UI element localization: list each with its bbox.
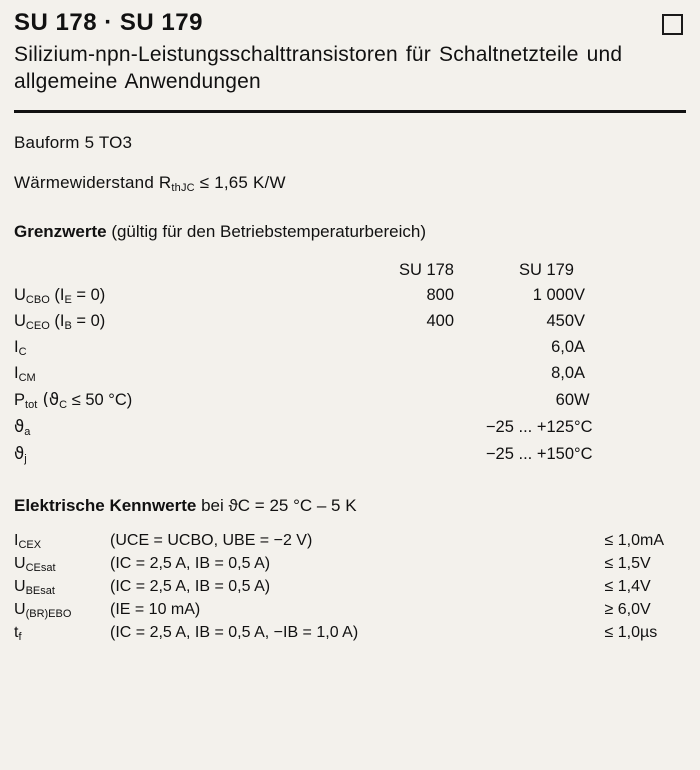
table-row: [14, 335, 686, 361]
limits-row-2-label: $I_C$: [14, 338, 27, 359]
limits-row-3-value: 8,0: [551, 364, 574, 383]
limits-row-2-unit: A: [574, 338, 586, 357]
chars-row-4-value: ≤ 1,0: [604, 624, 640, 642]
chars-row-1-unit: V: [640, 555, 651, 573]
table-row: [14, 599, 686, 622]
limits-row-6-value: −25 ... +150: [485, 445, 574, 464]
limits-row-0-a: 800: [426, 286, 454, 305]
table-row: [14, 414, 686, 441]
package-line: Bauform 5 TO3: [14, 133, 133, 153]
chars-row-3-value: ≥ 6,0: [604, 601, 640, 619]
characteristics-table: [14, 530, 686, 645]
table-row: [14, 576, 686, 599]
limits-row-0-b: 1 000: [532, 286, 574, 305]
thermal-subscript: thJC: [171, 182, 195, 195]
limits-heading-bold: Grenzwerte: [14, 222, 107, 242]
chars-row-3-unit: V: [640, 601, 651, 619]
limits-heading-rest: (gültig für den Betriebstemperaturbereich): [106, 222, 426, 242]
chars-row-4-condition: (IC = 2,5 A, IB = 0,5 A, −IB = 1,0 A): [110, 624, 359, 642]
chars-row-1-symbol: $U_{CEsat}$: [14, 555, 56, 575]
limits-row-3-label: $I_{CM}$: [14, 364, 36, 385]
title-row: [14, 10, 686, 36]
chars-row-0-condition: (UCE = UCBO, UBE = −2 V): [110, 532, 313, 550]
page-subtitle: Silizium-npn-Leistungsschalttransistoren für Schaltnetzteile und allgemeine Anwendungen: [14, 43, 623, 94]
chars-row-3-condition: (IE = 10 mA): [110, 601, 201, 619]
page-title: SU 178 · SU 179: [14, 9, 203, 36]
thermal-suffix: ≤ 1,65 K/W: [194, 173, 286, 193]
limits-row-4-unit: W: [574, 391, 590, 410]
table-row: [14, 622, 686, 645]
table-row: [14, 553, 686, 576]
limits-row-5-unit: °C: [574, 418, 593, 437]
table-row: [14, 309, 686, 335]
table-row: [14, 283, 686, 309]
chars-row-0-symbol: $I_{CEX}$: [14, 532, 42, 552]
limits-col-empty: [14, 258, 314, 283]
chars-row-4-symbol: $t_f$: [14, 624, 22, 644]
limits-row-4-value: 60: [555, 391, 574, 410]
square-outline-icon: [662, 14, 683, 35]
characteristics-heading: [14, 496, 686, 516]
limits-row-6-label: $ϑ_j$: [14, 444, 27, 466]
chars-row-2-unit: V: [640, 578, 651, 596]
limits-row-1-b: 450: [546, 312, 574, 331]
chars-row-0-value: ≤ 1,0: [604, 532, 640, 550]
limits-row-0-label: $U_{CBO}$ $(I_E = 0)$: [14, 286, 106, 307]
chars-row-2-symbol: $U_{BEsat}$: [14, 578, 55, 598]
limits-row-4-label: $P_{tot}$ ($ϑ_C \le 50$ °C): [14, 390, 133, 412]
limits-col-su178: SU 178: [398, 261, 454, 280]
table-row: [14, 441, 686, 468]
table-row: [14, 361, 686, 387]
limits-row-5-label: $ϑ_a$: [14, 417, 31, 439]
chars-row-2-condition: (IC = 2,5 A, IB = 0,5 A): [110, 578, 271, 596]
limits-row-1-label: $U_{CEO}$ $(I_B = 0)$: [14, 312, 106, 333]
limits-row-5-value: −25 ... +125: [485, 418, 574, 437]
table-row: [14, 387, 686, 414]
limits-col-unit: [574, 258, 686, 283]
limits-row-2-value: 6,0: [551, 338, 574, 357]
limits-heading: [14, 222, 686, 242]
table-header-row: [14, 258, 686, 283]
thermal-prefix: Wärmewiderstand R: [14, 173, 172, 193]
limits-row-0-unit: V: [574, 286, 586, 305]
limits-row-3-unit: A: [574, 364, 586, 383]
chars-row-0-unit: mA: [640, 532, 664, 550]
table-row: [14, 530, 686, 553]
limits-row-1-unit: V: [574, 312, 586, 331]
thermal-resistance-line: [14, 173, 686, 194]
characteristics-heading-rest: bei ϑC = 25 °C – 5 K: [196, 496, 357, 516]
chars-row-2-value: ≤ 1,4: [604, 578, 640, 596]
limits-row-1-a: 400: [426, 312, 454, 331]
chars-row-3-symbol: $U_{(BR)EBO}$: [14, 601, 72, 621]
limits-row-6-unit: °C: [574, 445, 593, 464]
chars-row-1-condition: (IC = 2,5 A, IB = 0,5 A): [110, 555, 271, 573]
chars-row-1-value: ≤ 1,5: [604, 555, 640, 573]
limits-col-su179: SU 179: [518, 261, 574, 280]
characteristics-heading-bold: Elektrische Kennwerte: [14, 496, 197, 516]
limits-table: [14, 258, 686, 468]
chars-row-4-unit: µs: [640, 624, 658, 642]
header-divider: [14, 110, 686, 113]
